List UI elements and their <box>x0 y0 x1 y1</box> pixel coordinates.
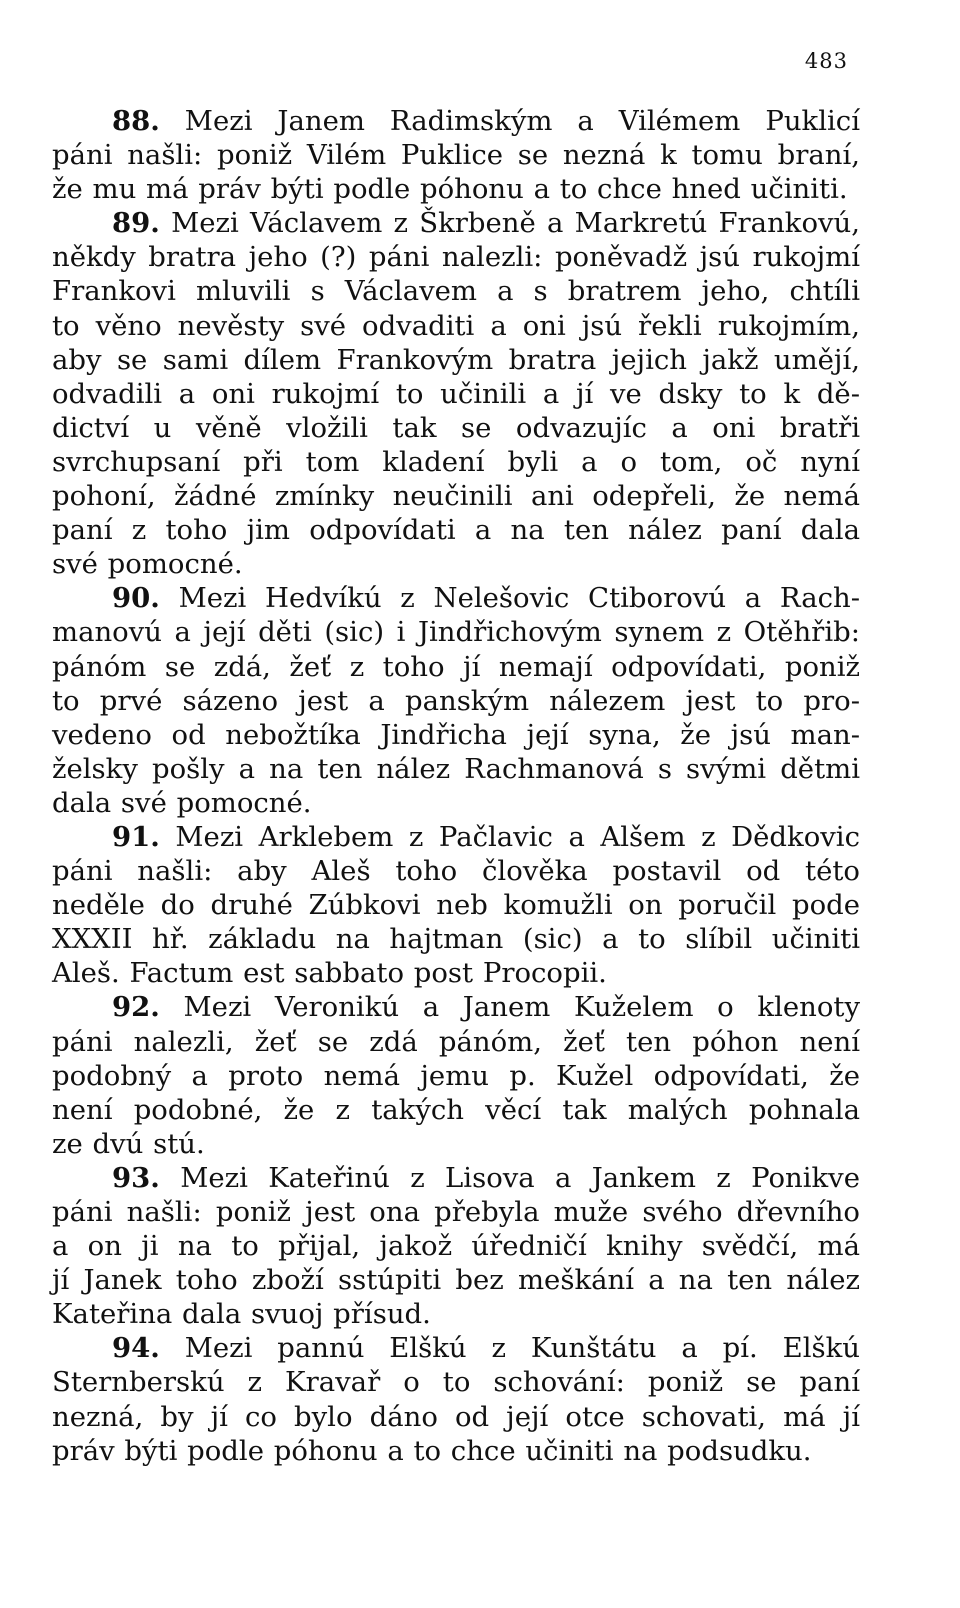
text-line <box>52 1161 860 1195</box>
line-text: Mezi Václavem z Škrbeně a Markretú Frankovú, <box>171 207 860 240</box>
text-line: to prvé sázeno jest a panským nálezem jest to pro- <box>52 684 860 717</box>
paragraph <box>52 1331 860 1467</box>
text-line <box>52 990 860 1024</box>
text-line: práv býti podle póhonu a to chce učiniti na podsudku. <box>52 1434 812 1467</box>
text-line: vedeno od nebožtíka Jindřicha její syna, že jsú man- <box>52 718 860 751</box>
text-line: XXXII hř. základu na hajtman (sic) a to slíbil učiniti <box>52 923 860 956</box>
paragraph-number: 90. <box>112 582 160 615</box>
text-line: Aleš. Factum est sabbato post Procopii. <box>52 957 607 990</box>
text-line: jí Janek toho zboží sstúpiti bez meškání a na ten nález <box>52 1264 860 1297</box>
paragraph <box>52 990 860 1160</box>
line-text: Mezi Hedvíkú z Nelešovic Ctiborovú a Rach- <box>178 582 861 615</box>
text-line: podobný a proto nemá jemu p. Kužel odpovídati, že <box>52 1059 860 1092</box>
text-line <box>52 104 860 138</box>
paragraph-number: 92. <box>112 991 160 1024</box>
paragraph-number: 89. <box>112 207 160 240</box>
text-line <box>52 1331 860 1365</box>
text-line: dala své pomocné. <box>52 786 312 819</box>
line-text: Mezi pannú Elškú z Kunštátu a pí. Elškú <box>184 1332 860 1365</box>
text-line: páni našli: poniž Vilém Puklice se nezná k tomu braní, <box>52 139 860 172</box>
text-line <box>52 206 860 240</box>
body-text <box>52 104 860 1468</box>
text-line: a on ji na to přijal, jakož úředničí knihy svědčí, má <box>52 1230 860 1263</box>
text-line <box>52 581 860 615</box>
paragraph-number: 94. <box>112 1332 160 1365</box>
text-line: manovú a její děti (sic) i Jindřichovým synem z Otěhřib: <box>52 616 860 649</box>
text-line: někdy bratra jeho (?) páni nalezli: poněvadž jsú rukojmí <box>52 241 860 274</box>
text-line: aby se sami dílem Frankovým bratra jejich jakž umějí, <box>52 343 860 376</box>
text-line: páni našli: poniž jest ona přebyla muže svého dřevního <box>52 1196 860 1228</box>
text-line: svrchupsaní při tom kladení byli a o tom, oč nyní <box>52 445 860 478</box>
line-text: Mezi Kateřinú z Lisova a Jankem z Ponikve <box>180 1161 860 1194</box>
text-line: to věno nevěsty své odvaditi a oni jsú řekli rukojmím, <box>52 309 860 342</box>
text-line: není podobné, že z takých věcí tak malých pohnala <box>52 1093 860 1126</box>
line-text: Mezi Janem Radimským a Vilémem Puklicí <box>184 105 860 137</box>
text-line: že mu má práv býti podle póhonu a to chce hned učiniti. <box>52 173 848 206</box>
paragraph-number: 91. <box>112 820 160 853</box>
text-line: Frankovi mluvili s Václavem a s bratrem jeho, chtíli <box>52 275 860 308</box>
text-line: nezná, by jí co bylo dáno od její otce schovati, má jí <box>52 1400 860 1433</box>
paragraph-number: 88. <box>112 105 160 137</box>
text-line: paní z toho jim odpovídati a na ten nález paní dala <box>52 514 860 547</box>
text-line: pánóm se zdá, žeť z toho jí nemají odpovídati, poniž <box>52 650 860 683</box>
text-line <box>52 820 860 854</box>
text-line: pohoní, žádné zmínky neučinili ani odepřeli, že nemá <box>52 480 860 513</box>
text-line: páni našli: aby Aleš toho člověka postavil od této <box>52 855 860 888</box>
text-line: páni nalezli, žeť se zdá pánóm, žeť ten póhon není <box>52 1025 860 1058</box>
text-line: neděle do druhé Zúbkovi neb komužli on poručil pode <box>52 889 860 922</box>
text-line: želsky pošly a na ten nález Rachmanová s svými dětmi <box>52 752 860 785</box>
paragraph <box>52 1161 860 1331</box>
line-text: Mezi Arklebem z Pačlavic a Alšem z Dědkovic <box>175 820 860 853</box>
text-line: odvadili a oni rukojmí to učinili a jí ve dsky to k dě- <box>52 377 860 410</box>
text-line: Sternberskú z Kravař o to schování: poniž se paní <box>52 1366 860 1399</box>
text-line: ze dvú stú. <box>52 1127 205 1160</box>
text-line: Kateřina dala svuoj přísud. <box>52 1298 431 1331</box>
paragraph <box>52 820 860 990</box>
text-line: dictví u věně vložili tak se odvazujíc a oni bratři <box>52 411 860 444</box>
paragraph-number: 93. <box>112 1161 160 1194</box>
text-line: své pomocné. <box>52 548 243 581</box>
paragraph <box>52 206 860 581</box>
paragraph <box>52 581 860 820</box>
page-number: 483 <box>804 49 848 73</box>
paragraph <box>52 104 860 206</box>
line-text: Mezi Veronikú a Janem Kuželem o klenoty <box>183 991 860 1024</box>
